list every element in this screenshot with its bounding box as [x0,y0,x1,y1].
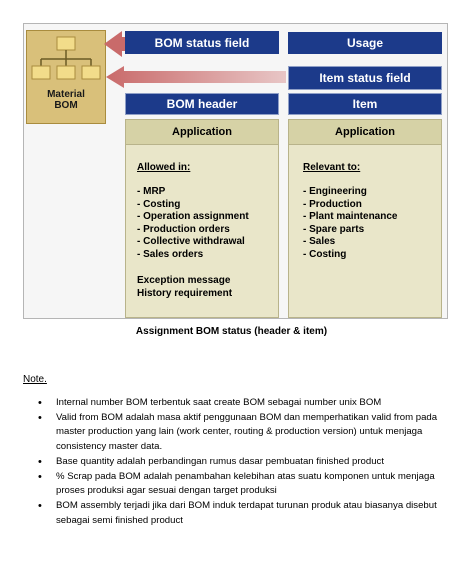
item-status-field-label: Item status field [319,71,411,85]
panel-heading: Application [126,120,278,145]
relevant-to-list [303,186,397,261]
allowed-in-list [137,186,249,261]
list-item: - Engineering [303,186,367,197]
note-list [38,396,448,529]
bom-status-field-bar [125,31,279,54]
material-label-line2: BOM [54,100,78,111]
list-item: - Costing [137,198,181,210]
arrow-item-status [106,66,286,88]
list-item: • Valid from BOM adalah masa aktif penggunaan BOM dan memperhatikan valid from pada master production yang lain (work center, routing & production version) untuk menjaga consistency master data. [38,411,448,454]
list-item: - Sales orders [137,248,204,260]
allowed-in-label: Allowed in: [137,162,191,173]
extra-notes [137,275,232,300]
bom-header-bar [125,93,279,115]
bom-status-field-label: BOM status field [154,35,250,50]
material-label-line1: Material [47,89,85,100]
list-item: - Plant maintenance [303,211,398,222]
exception-message: Exception message [137,275,231,286]
note-title: Note. [23,374,47,385]
figure-caption: Assignment BOM status (header & item) [135,326,328,337]
item-bar [288,93,442,115]
list-item: • Base quantity adalah perbandingan rumus dasar pembuatan finished product [38,455,448,469]
bom-status-figure [23,23,448,319]
list-item: - Spare parts [303,223,365,235]
list-item: • % Scrap pada BOM adalah penambahan kelebihan atas suatu komponen untuk menjaga proses produksi agar sesuai dengan target produksi [38,470,448,498]
bom-header-label: BOM header [166,97,238,111]
list-item: - MRP [137,186,166,197]
list-item: - Sales [303,236,336,247]
item-application-panel [288,119,442,318]
list-item: - Costing [303,248,347,260]
material-bom-box [26,30,106,124]
list-item: • BOM assembly terjadi jika dari BOM induk terdapat turunan produk atau biasanya disebut sebagai semi finished product [38,499,448,527]
usage-label: Usage [346,36,384,50]
relevant-to-label: Relevant to: [303,162,361,173]
panel-heading: Application [289,120,441,145]
list-item: • Internal number BOM terbentuk saat create BOM sebagai number unix BOM [38,396,448,410]
hierarchy-icon [27,33,107,89]
item-label: Item [352,97,378,111]
list-item: - Production orders [137,223,230,235]
history-requirement: History requirement [137,287,233,299]
list-item: - Production [303,198,362,210]
usage-bar [288,32,442,54]
material-bom-label [27,89,105,111]
header-application-panel [125,119,279,318]
list-item: - Operation assignment [137,211,249,222]
list-item: - Collective withdrawal [137,236,245,247]
item-status-field-bar [288,66,442,90]
